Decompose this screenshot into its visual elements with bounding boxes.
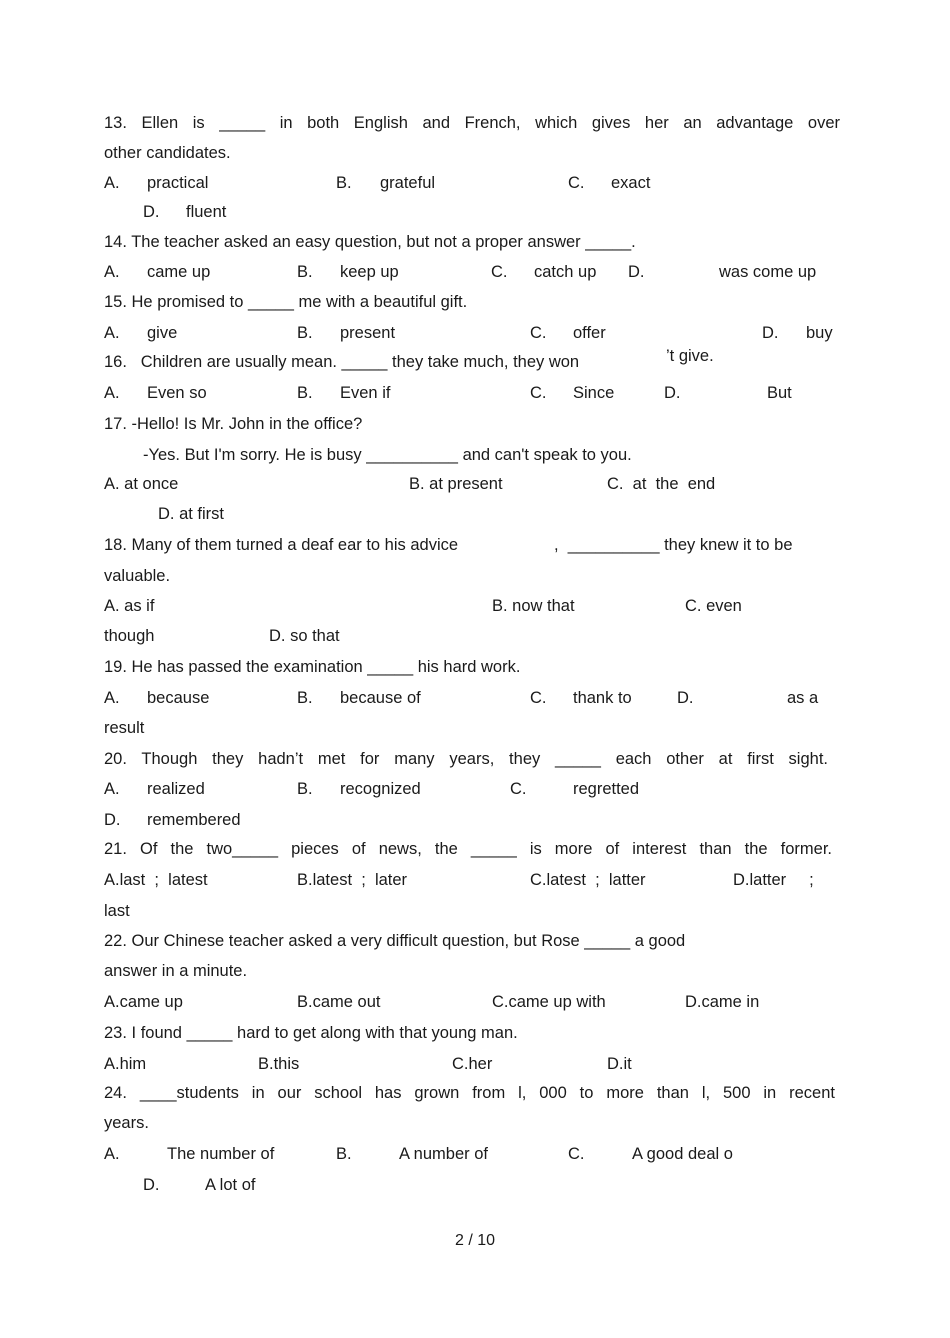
option-text: C. at the end (607, 475, 716, 493)
option-text: C.latest ; latter (530, 871, 646, 889)
option-letter: B. (336, 174, 352, 192)
question-22-stem-cont: answer in a minute. (104, 962, 248, 980)
option-letter: C. (568, 174, 585, 192)
option-letter: A. (104, 780, 120, 798)
question-18-stem: 18. Many of them turned a deaf ear to his advice (104, 536, 459, 554)
question-17-stem: 17. -Hello! Is Mr. John in the office? (104, 415, 363, 433)
option-text: B.this (258, 1055, 300, 1073)
option-text: C. even (685, 597, 742, 615)
option-letter: D. (664, 384, 681, 402)
question-13-stem-cont: other candidates. (104, 144, 231, 162)
option-text: as a (787, 689, 819, 707)
option-text: last (104, 902, 130, 920)
option-text: Even so (147, 384, 207, 402)
option-text: catch up (534, 263, 597, 281)
option-text: A.came up (104, 993, 183, 1011)
option-text: C.came up with (492, 993, 606, 1011)
option-letter: C. (530, 689, 547, 707)
option-text: B.came out (297, 993, 381, 1011)
option-text: remembered (147, 811, 241, 829)
option-text: A lot of (205, 1176, 256, 1194)
option-text: keep up (340, 263, 399, 281)
question-22-stem: 22. Our Chinese teacher asked a very difficult question, but Rose _____ a good (104, 932, 686, 950)
option-text: C.her (452, 1055, 493, 1073)
question-19-stem: 19. He has passed the examination _____ his hard work. (104, 658, 521, 676)
option-letter: C. (568, 1145, 585, 1163)
option-letter: B. (297, 780, 313, 798)
option-text: A. at once (104, 475, 179, 493)
option-letter: A. (104, 689, 120, 707)
option-letter: A. (104, 324, 120, 342)
option-text: exact (611, 174, 651, 192)
question-14-stem: 14. The teacher asked an easy question, but not a proper answer _____. (104, 233, 636, 251)
question-17-stem-cont: -Yes. But I'm sorry. He is busy __________ and can't speak to you. (143, 446, 632, 464)
question-21-stem: 21. Of the two_____ pieces of news, the _____ is more of interest than the former. (104, 840, 832, 858)
option-letter: B. (336, 1145, 352, 1163)
page-number: 2 / 10 (454, 1232, 496, 1249)
option-letter: C. (530, 324, 547, 342)
option-text: D. at first (158, 505, 225, 523)
option-text: B. at present (409, 475, 503, 493)
option-text: present (340, 324, 396, 342)
option-text: give (147, 324, 178, 342)
option-text: D. so that (269, 627, 340, 645)
option-text: B. now that (492, 597, 575, 615)
question-24-stem-cont: years. (104, 1114, 149, 1132)
option-letter: D. (677, 689, 694, 707)
option-text: offer (573, 324, 606, 342)
option-text: A.him (104, 1055, 147, 1073)
question-16-stem: 16. Children are usually mean. _____ they take much, they won (104, 353, 580, 371)
option-text: Since (573, 384, 615, 402)
option-text: regretted (573, 780, 640, 798)
question-23-stem: 23. I found _____ hard to get along with that young man. (104, 1024, 518, 1042)
option-letter: C. (510, 780, 527, 798)
option-text: Even if (340, 384, 391, 402)
question-13-stem: 13. Ellen is _____ in both English and French, which gives her an advantage over (104, 114, 840, 132)
option-text: But (767, 384, 792, 402)
option-letter: B. (297, 689, 313, 707)
option-letter: D. (143, 203, 160, 221)
question-18-stem-cont: valuable. (104, 567, 171, 585)
question-16-stem-end: ’t give. (666, 347, 714, 365)
option-letter: A. (104, 384, 120, 402)
option-text: grateful (380, 174, 436, 192)
option-text: The number of (167, 1145, 275, 1163)
option-letter: D. (104, 811, 121, 829)
option-letter: A. (104, 174, 120, 192)
option-text: because (147, 689, 210, 707)
option-letter: A. (104, 1145, 120, 1163)
option-text: thank to (573, 689, 632, 707)
option-text: B.latest ; later (297, 871, 408, 889)
option-letter: D. (762, 324, 779, 342)
option-text: fluent (186, 203, 227, 221)
option-letter: B. (297, 384, 313, 402)
option-text: because of (340, 689, 421, 707)
option-text: D.came in (685, 993, 760, 1011)
option-letter: B. (297, 324, 313, 342)
option-text: A good deal o (632, 1145, 733, 1163)
option-text: buy (806, 324, 833, 342)
option-letter: A. (104, 263, 120, 281)
option-text: was come up (719, 263, 817, 281)
option-text: recognized (340, 780, 421, 798)
option-letter: D. (143, 1176, 160, 1194)
option-text: A number of (399, 1145, 488, 1163)
option-text: A.last ; latest (104, 871, 208, 889)
option-text: D.it (607, 1055, 632, 1073)
option-text: D.latter ; (733, 871, 814, 889)
option-text: though (104, 627, 155, 645)
option-letter: C. (491, 263, 508, 281)
option-text: realized (147, 780, 205, 798)
option-letter: C. (530, 384, 547, 402)
question-18-stem-end: , __________ they knew it to be (554, 536, 793, 554)
question-20-stem: 20. Though they hadn’t met for many years, they _____ each other at first sight. (104, 750, 828, 768)
option-text: came up (147, 263, 211, 281)
question-24-stem: 24. ____students in our school has grown from l, 000 to more than l, 500 in recent (104, 1084, 835, 1102)
option-text: A. as if (104, 597, 155, 615)
option-text: result (104, 719, 145, 737)
option-letter: D. (628, 263, 645, 281)
question-15-stem: 15. He promised to _____ me with a beautiful gift. (104, 293, 468, 311)
option-letter: B. (297, 263, 313, 281)
option-text: practical (147, 174, 209, 192)
